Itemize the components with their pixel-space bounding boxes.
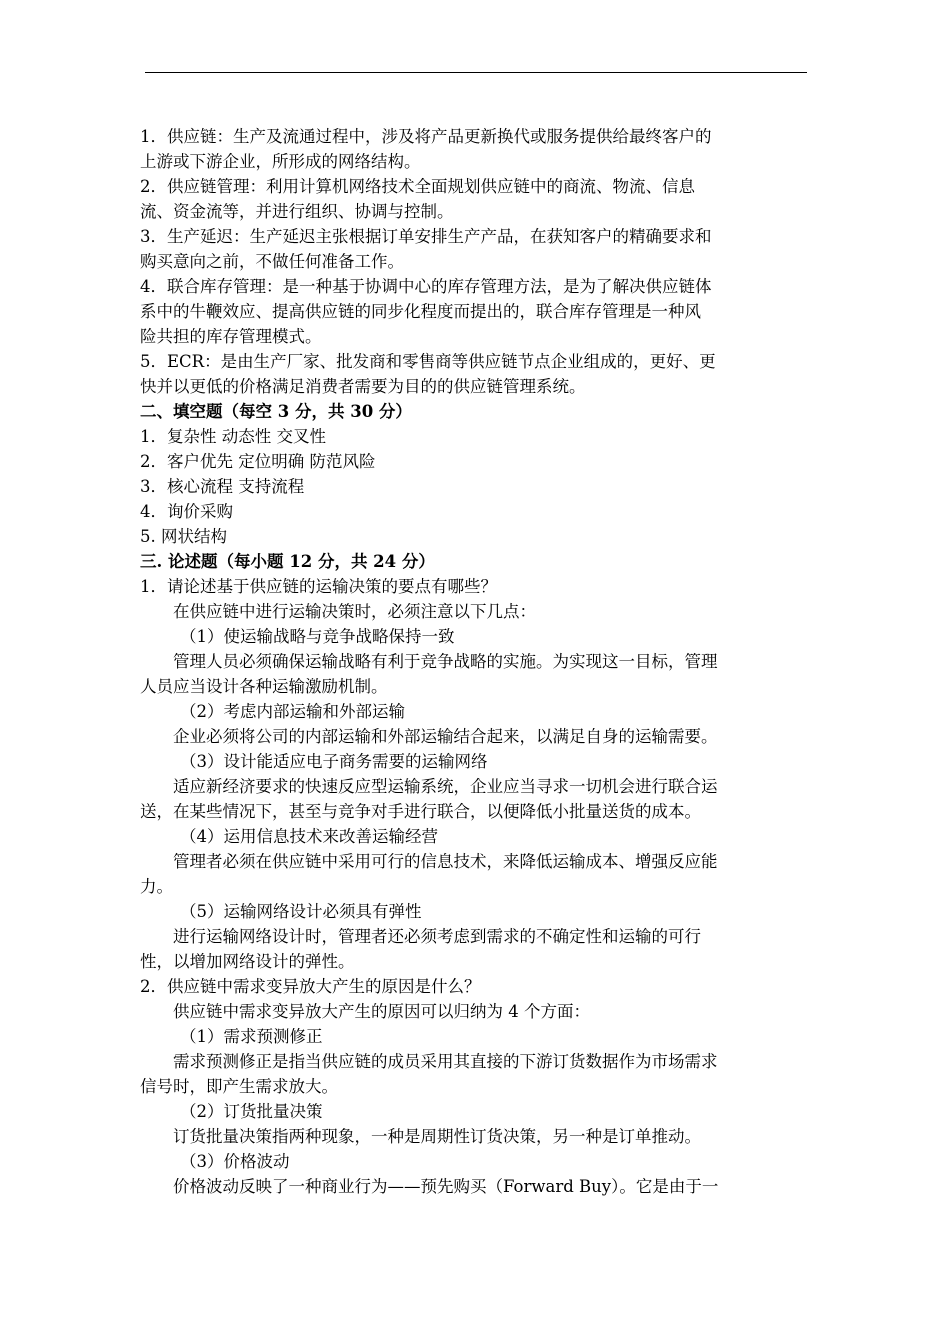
text-line: 2．客户优先 定位明确 防范风险 — [140, 452, 376, 471]
text-line: （3）价格波动 — [180, 1152, 290, 1171]
text-line: （1）使运输战略与竞争战略保持一致 — [180, 627, 455, 646]
text-line: 性，以增加网络设计的弹性。 — [140, 952, 355, 971]
text-line: （1）需求预测修正 — [180, 1027, 323, 1046]
text-line: 力。 — [140, 877, 173, 896]
text-line: 流、资金流等，并进行组织、协调与控制。 — [140, 202, 454, 221]
text-line: 企业必须将公司的内部运输和外部运输结合起来，以满足自身的运输需要。 — [173, 727, 718, 746]
text-line: 送，在某些情况下，甚至与竞争对手进行联合，以便降低小批量送货的成本。 — [140, 802, 701, 821]
header-rule — [145, 72, 807, 73]
text-line: 供应链中需求变异放大产生的原因可以归纳为 4 个方面： — [173, 1002, 590, 1021]
text-line: 订货批量决策指两种现象，一种是周期性订货决策，另一种是订单推动。 — [173, 1127, 701, 1146]
text-line: 3．生产延迟：生产延迟主张根据订单安排生产产品，在获知客户的精确要求和 — [140, 227, 712, 246]
text-line: 5．ECR：是由生产厂家、批发商和零售商等供应链节点企业组成的，更好、更 — [140, 352, 716, 371]
text-line: 1．请论述基于供应链的运输决策的要点有哪些？ — [140, 577, 497, 596]
text-line: 险共担的库存管理模式。 — [140, 327, 322, 346]
text-line: 快并以更低的价格满足消费者需要为目的的供应链管理系统。 — [140, 377, 586, 396]
text-line: 5. 网状结构 — [140, 527, 227, 546]
text-line: （4）运用信息技术来改善运输经营 — [180, 827, 438, 846]
text-line: 3．核心流程 支持流程 — [140, 477, 305, 496]
text-line: 1．复杂性 动态性 交叉性 — [140, 427, 326, 446]
document-body — [140, 124, 812, 1199]
text-line: （2）考虑内部运输和外部运输 — [180, 702, 405, 721]
text-line: （5）运输网络设计必须具有弹性 — [180, 902, 422, 921]
text-line: 在供应链中进行运输决策时，必须注意以下几点： — [173, 602, 536, 621]
text-line: 系中的牛鞭效应、提高供应链的同步化程度而提出的，联合库存管理是一种风 — [140, 302, 701, 321]
text-line: 人员应当设计各种运输激励机制。 — [140, 677, 388, 696]
text-line: 管理者必须在供应链中采用可行的信息技术，来降低运输成本、增强反应能 — [173, 852, 718, 871]
text-line: 信号时，即产生需求放大。 — [140, 1077, 338, 1096]
text-line: 4．询价采购 — [140, 502, 233, 521]
text-line: 4．联合库存管理：是一种基于协调中心的库存管理方法，是为了解决供应链体 — [140, 277, 712, 296]
text-line: 适应新经济要求的快速反应型运输系统，企业应当寻求一切机会进行联合运 — [173, 777, 718, 796]
text-line: 1．供应链：生产及流通过程中，涉及将产品更新换代或服务提供给最终客户的 — [140, 127, 712, 146]
text-line: （2）订货批量决策 — [180, 1102, 323, 1121]
section-heading: 三. 论述题（每小题 12 分，共 24 分） — [140, 552, 435, 571]
text-line: 管理人员必须确保运输战略有利于竞争战略的实施。为实现这一目标，管理 — [173, 652, 718, 671]
text-line: 进行运输网络设计时，管理者还必须考虑到需求的不确定性和运输的可行 — [173, 927, 701, 946]
text-line: 需求预测修正是指当供应链的成员采用其直接的下游订货数据作为市场需求 — [173, 1052, 718, 1071]
text-line: 2．供应链中需求变异放大产生的原因是什么？ — [140, 977, 481, 996]
text-line: 价格波动反映了一种商业行为——预先购买（Forward Buy）。它是由于一 — [173, 1177, 719, 1196]
text-line: 上游或下游企业，所形成的网络结构。 — [140, 152, 421, 171]
text-line: （3）设计能适应电子商务需要的运输网络 — [180, 752, 488, 771]
text-line: 2．供应链管理：利用计算机网络技术全面规划供应链中的商流、物流、信息 — [140, 177, 695, 196]
text-line: 购买意向之前，不做任何准备工作。 — [140, 252, 404, 271]
section-heading: 二、填空题（每空 3 分，共 30 分） — [140, 402, 412, 421]
